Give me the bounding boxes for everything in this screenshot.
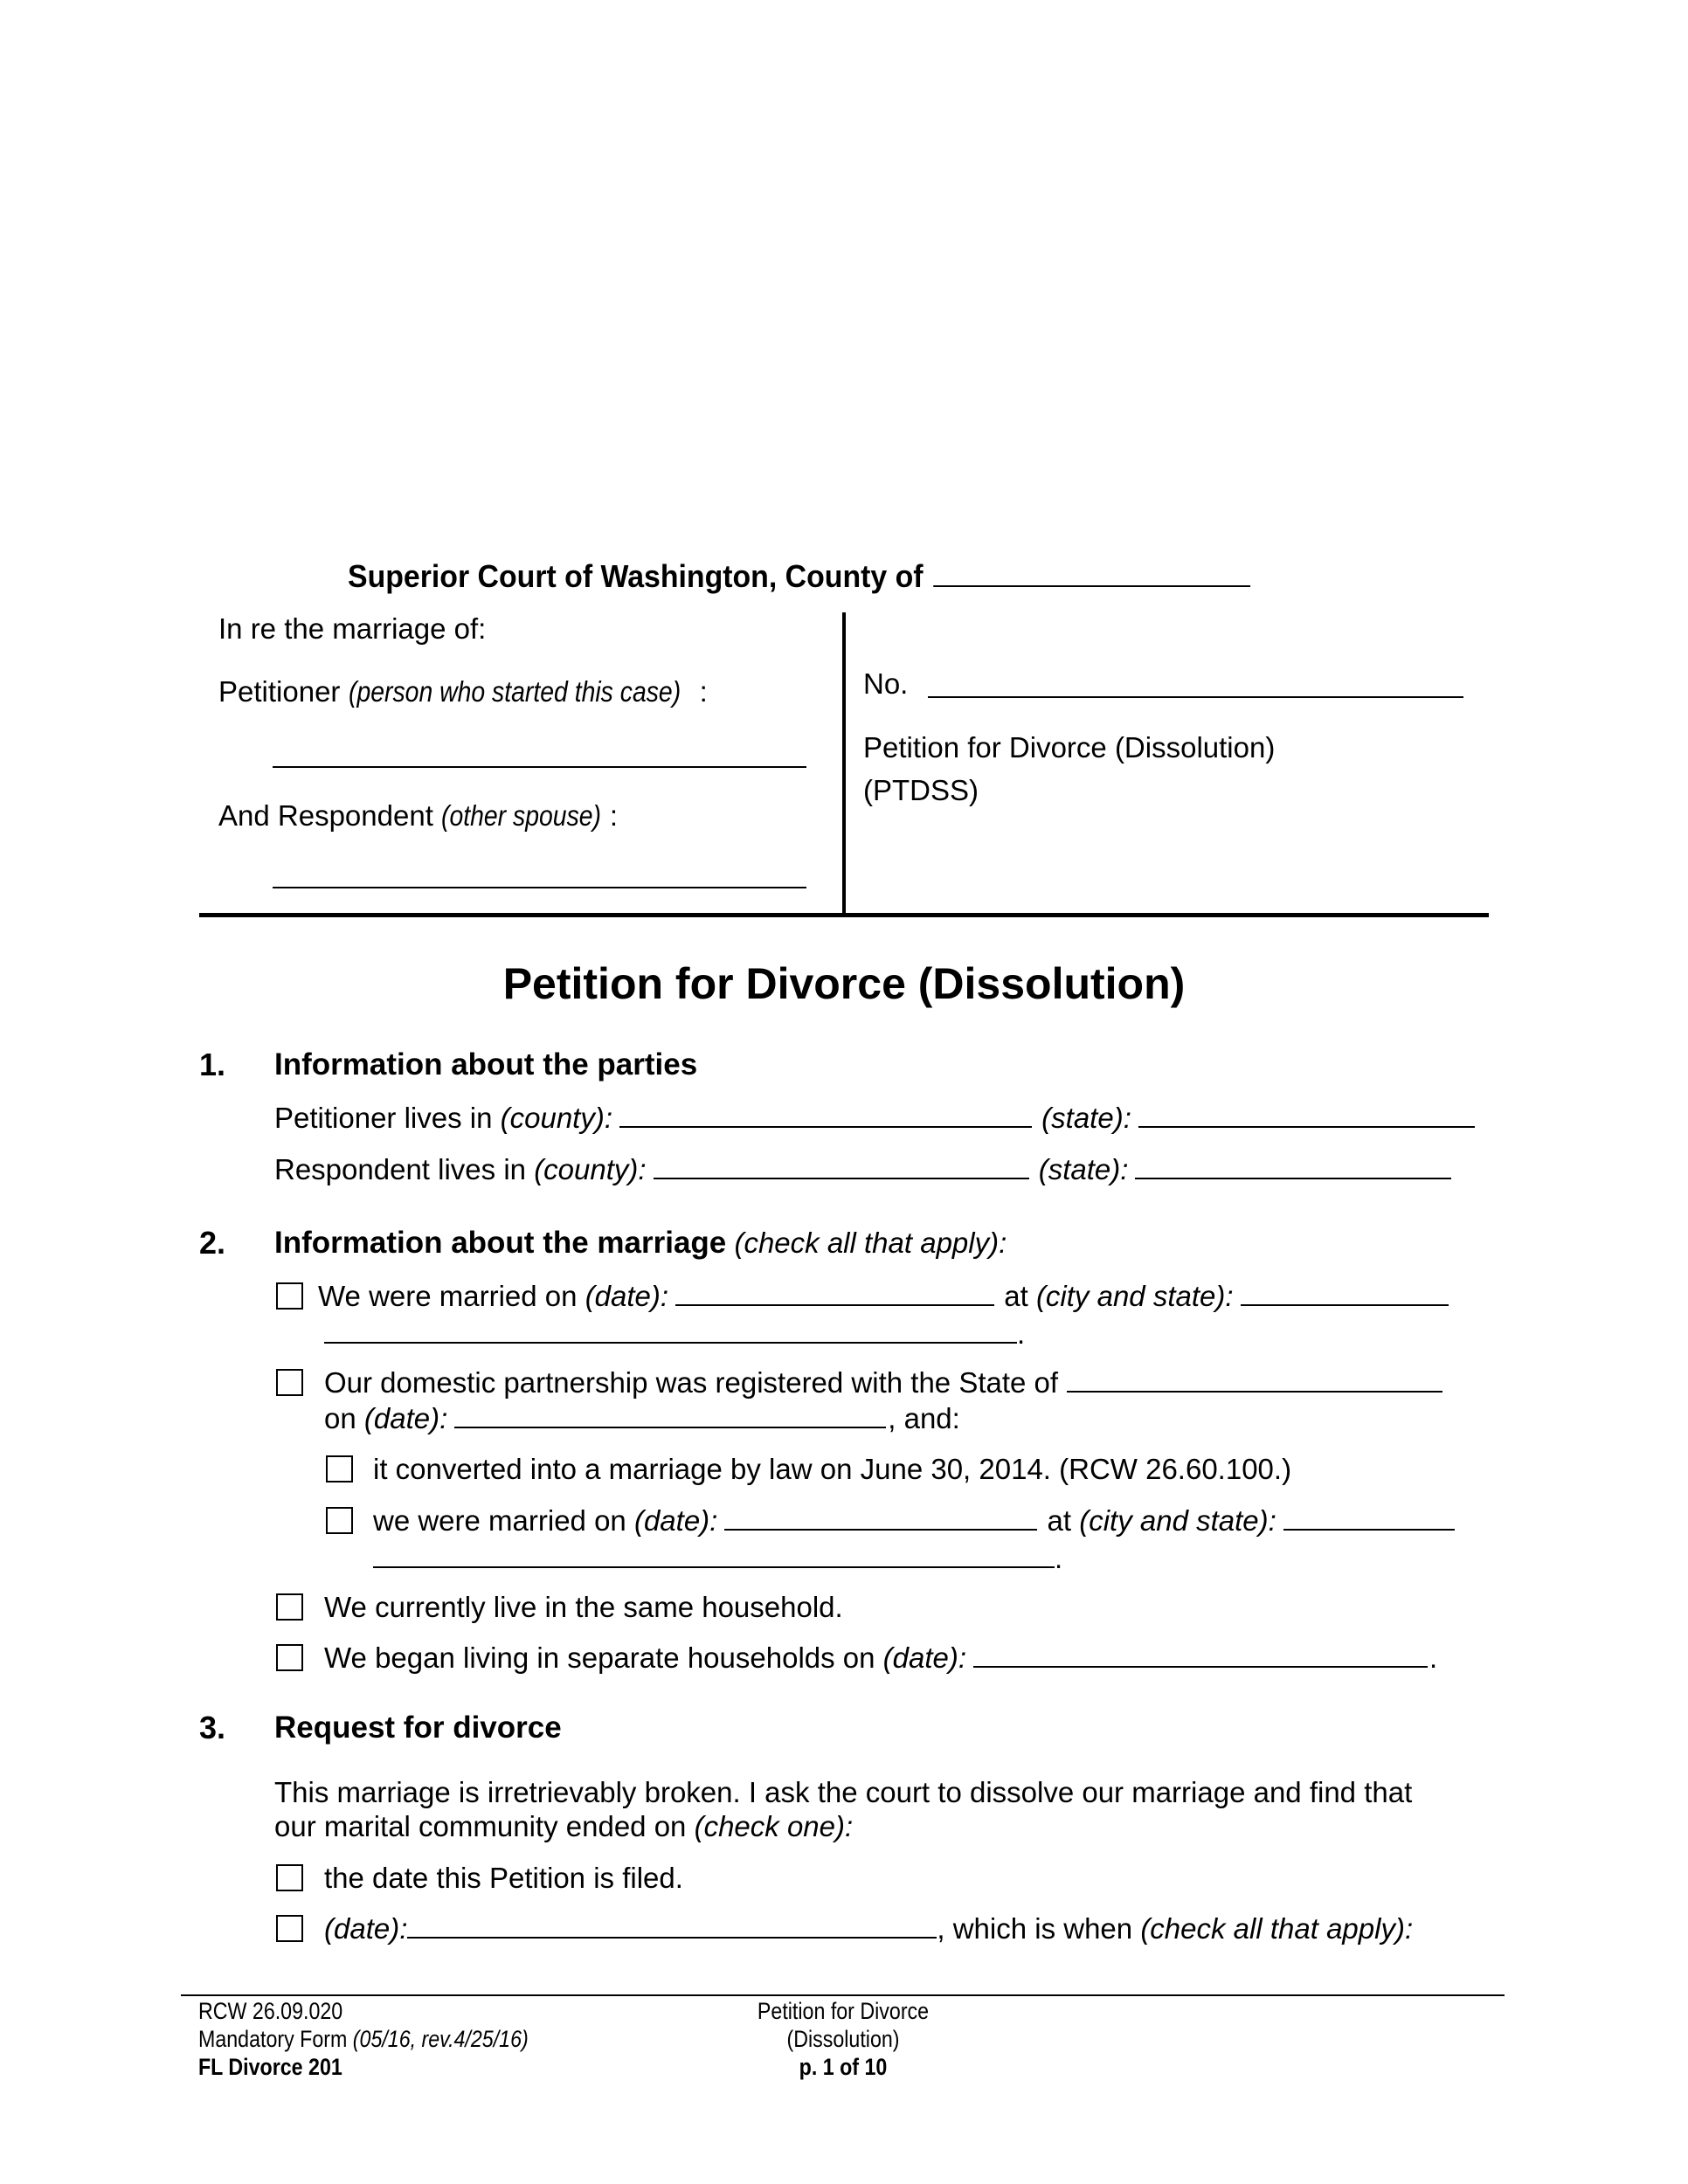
married-on-checkbox[interactable] xyxy=(276,1282,303,1310)
section-2-number: 2. xyxy=(199,1225,226,1261)
statute: RCW 26.09.020 xyxy=(198,1998,343,2024)
colon: : xyxy=(609,799,618,832)
respondent-label xyxy=(218,798,618,833)
caption-divider-vertical xyxy=(842,612,846,915)
request-body-line-1: This marriage is irretrievably broken. I ask the court to dissolve our marriage and find that xyxy=(274,1776,1413,1808)
hint: (date): xyxy=(585,1280,669,1312)
footer-form-sub: (Dissolution) xyxy=(786,2026,900,2052)
petitioner-county-field[interactable] xyxy=(619,1102,1032,1128)
text: , which is when xyxy=(937,1912,1133,1945)
page-number: p. 1 of 10 xyxy=(799,2054,888,2080)
in-re-label: In re the marriage of: xyxy=(218,612,487,645)
section-3-number: 3. xyxy=(199,1710,226,1745)
respondent-state-field[interactable] xyxy=(1135,1153,1451,1179)
partner-marriage-place-field-2[interactable] xyxy=(373,1542,1055,1568)
hint: (date): xyxy=(882,1641,967,1674)
same-household-checkbox[interactable] xyxy=(276,1593,303,1621)
domestic-partnership-row xyxy=(324,1365,1444,1400)
respondent-text: And Respondent xyxy=(218,799,433,832)
same-household-label: We currently live in the same household. xyxy=(324,1591,843,1623)
form-id: FL Divorce 201 xyxy=(198,2054,342,2080)
county-field[interactable] xyxy=(933,561,1250,587)
footer-center xyxy=(668,1997,1018,2081)
petitioner-text: Petitioner xyxy=(218,675,341,708)
petitioner-name-field[interactable] xyxy=(273,766,806,768)
respondent-hint: (other spouse) xyxy=(441,799,602,832)
domestic-partnership-checkbox[interactable] xyxy=(276,1369,303,1396)
court-text: Superior Court of Washington, County of xyxy=(348,558,924,594)
petitioner-hint: (person who started this case) xyxy=(348,675,681,708)
label: We began living in separate households on xyxy=(324,1641,875,1674)
version: (05/16, rev.4/25/16) xyxy=(352,2026,529,2052)
period: . xyxy=(1055,1542,1063,1574)
separate-households-checkbox[interactable] xyxy=(276,1644,303,1671)
label: at xyxy=(1047,1504,1072,1537)
partner-marriage-place-continued xyxy=(373,1541,1062,1576)
date-filed-label: the date this Petition is filed. xyxy=(324,1862,683,1894)
petitioner-state-field[interactable] xyxy=(1138,1102,1475,1128)
we-married-on-row xyxy=(373,1503,1456,1538)
label: Respondent lives in xyxy=(274,1153,527,1185)
community-end-date-field[interactable] xyxy=(407,1912,937,1939)
marriage-place-field[interactable] xyxy=(1241,1280,1449,1306)
footer-divider xyxy=(181,1994,1505,1996)
hint: (date): xyxy=(363,1402,448,1434)
hint: (check one): xyxy=(694,1810,854,1842)
separate-households-row xyxy=(324,1641,1437,1676)
text: Mandatory Form xyxy=(198,2026,348,2052)
section-1-heading: Information about the parties xyxy=(274,1047,698,1082)
label: at xyxy=(1004,1280,1028,1312)
marriage-place-field-2[interactable] xyxy=(324,1317,1017,1344)
hint: (check all that apply): xyxy=(734,1227,1007,1259)
text: our marital community ended on xyxy=(274,1810,687,1842)
label: we were married on xyxy=(373,1504,626,1537)
marriage-date-field[interactable] xyxy=(675,1280,994,1306)
label: We were married on xyxy=(318,1280,578,1312)
partner-marriage-place-field[interactable] xyxy=(1283,1504,1455,1531)
heading-text: Information about the marriage xyxy=(274,1226,727,1260)
hint: (date): xyxy=(324,1912,408,1945)
hint: (date): xyxy=(633,1504,718,1537)
form-name: Petition for Divorce (Dissolution) xyxy=(863,731,1276,764)
footer-left xyxy=(198,1997,582,2081)
form-code: (PTDSS) xyxy=(863,774,979,806)
converted-checkbox[interactable] xyxy=(326,1455,353,1482)
hint: (state): xyxy=(1038,1153,1129,1185)
respondent-residence-row xyxy=(274,1152,1453,1187)
period: . xyxy=(1017,1317,1026,1350)
hint: (county): xyxy=(500,1102,612,1134)
label: Petitioner lives in xyxy=(274,1102,493,1134)
separation-date-field[interactable] xyxy=(973,1641,1428,1668)
hint: (county): xyxy=(534,1153,647,1185)
period: . xyxy=(1429,1641,1438,1674)
date-filed-checkbox[interactable] xyxy=(276,1864,303,1891)
colon: : xyxy=(699,675,708,708)
hint: (check all that apply): xyxy=(1140,1912,1414,1945)
we-married-on-checkbox[interactable] xyxy=(326,1507,353,1534)
caption-divider-horizontal xyxy=(199,913,1489,917)
specific-date-row xyxy=(324,1911,1413,1946)
mandatory-form xyxy=(198,2025,529,2053)
case-number-field[interactable] xyxy=(928,696,1463,698)
court-heading xyxy=(348,559,1310,594)
petitioner-residence-row xyxy=(274,1101,1477,1136)
respondent-county-field[interactable] xyxy=(654,1153,1029,1179)
page-title: Petition for Divorce (Dissolution) xyxy=(502,959,1186,1008)
partnership-date-field[interactable] xyxy=(454,1402,886,1428)
marriage-place-continued xyxy=(324,1317,1025,1351)
petitioner-label xyxy=(218,674,708,709)
label: , and: xyxy=(888,1402,960,1434)
hint: (state): xyxy=(1041,1102,1131,1134)
married-on-row xyxy=(318,1279,1450,1314)
footer-form-name: Petition for Divorce xyxy=(757,1998,930,2024)
label: Our domestic partnership was registered with the State of xyxy=(324,1366,1059,1399)
case-number-label: No. xyxy=(863,667,909,700)
label: on xyxy=(324,1402,356,1434)
request-body-line-2 xyxy=(274,1809,853,1844)
partner-marriage-date-field[interactable] xyxy=(724,1504,1037,1531)
partnership-date-row xyxy=(324,1401,960,1436)
specific-date-checkbox[interactable] xyxy=(276,1915,303,1942)
section-1-number: 1. xyxy=(199,1047,226,1082)
hint: (city and state): xyxy=(1079,1504,1276,1537)
section-3-heading: Request for divorce xyxy=(274,1711,562,1745)
hint: (city and state): xyxy=(1035,1280,1234,1312)
section-2-heading xyxy=(274,1226,1007,1261)
partnership-state-field[interactable] xyxy=(1067,1366,1442,1393)
converted-label: it converted into a marriage by law on June 30, 2014. (RCW 26.60.100.) xyxy=(373,1453,1292,1485)
respondent-name-field[interactable] xyxy=(273,887,806,888)
